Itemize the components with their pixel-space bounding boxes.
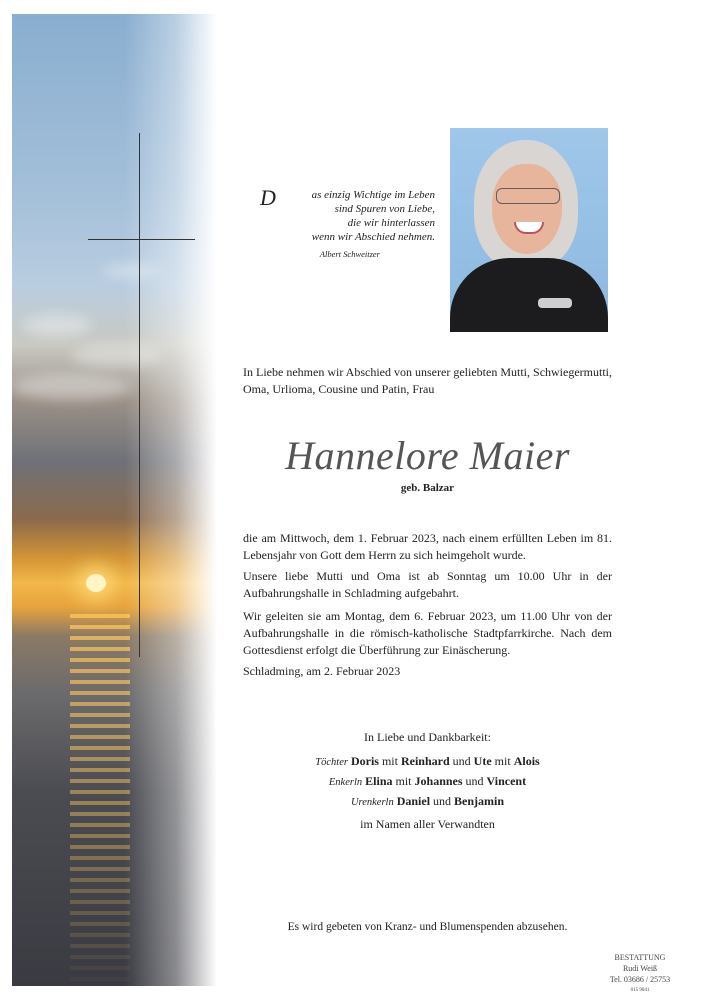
deceased-name: Hannelore Maier (285, 433, 570, 478)
funeral-home-stamp (600, 952, 680, 996)
portrait-photo (450, 128, 608, 332)
death-notice-text: die am Mittwoch, dem 1. Februar 2023, nach einem erfüllten Leben im 81. Lebensjahr von Gott dem Herrn zu sich heimgeholt wurde. (243, 531, 612, 562)
maiden-name: geb. Balzar (400, 482, 455, 494)
relatives-line: im Namen aller Verwandten (360, 817, 495, 831)
funeral-text: Wir geleiten sie am Montag, dem 6. Februar 2023, um 11.00 Uhr von der Aufbahrungshalle in die römisch-katholische Stadtpfarrkirche. Nach dem Gottesdienst erfolgt die Überführung zur Einäscherung. (243, 609, 612, 657)
family-daughters: Töchter Doris mit Reinhard und Ute mit Alois (315, 754, 540, 768)
memorial-quote (260, 185, 435, 261)
funeral-home-phone: Tel. 03686 / 25753 (609, 975, 671, 984)
quote-initial: D (260, 185, 276, 210)
cross-vertical-line (139, 133, 140, 657)
sunset-sea-image (12, 14, 217, 986)
place-date: Schladming, am 2. Februar 2023 (243, 664, 401, 678)
quote-line-3: die wir hinterlassen (347, 217, 435, 229)
quote-line-1: as einzig Wichtige im Leben (311, 189, 435, 201)
sun (86, 574, 106, 592)
sun-reflection (70, 614, 130, 994)
intro-text: In Liebe nehmen wir Abschied von unserer geliebten Mutti, Schwiegermutti, Oma, Urlioma, Cousine und Patin, Frau (243, 365, 612, 396)
quote-line-4: wenn wir Abschied nehmen. (311, 231, 435, 243)
viewing-text: Unsere liebe Mutti und Oma ist ab Sonntag um 10.00 Uhr in der Aufbahrungshalle in Schladming aufgebahrt. (243, 569, 612, 600)
quote-line-2: sind Spuren von Liebe, (334, 203, 435, 215)
funeral-home-title: BESTATTUNG (614, 953, 666, 962)
thanks-heading: In Liebe und Dankbarkeit: (364, 730, 491, 744)
cross-horizontal-line (88, 239, 195, 240)
flowers-note: Es wird gebeten von Kranz- und Blumenspenden abzusehen. (287, 921, 568, 933)
funeral-home-name: Rudi Weiß (622, 964, 658, 973)
family-great-grandchildren: Urenkerln Daniel und Benjamin (350, 794, 505, 808)
quote-author: Albert Schweitzer (319, 249, 380, 259)
family-grandchildren: Enkerln Elina mit Johannes und Vincent (328, 774, 527, 788)
funeral-home-code: 015 9041 (630, 988, 650, 993)
